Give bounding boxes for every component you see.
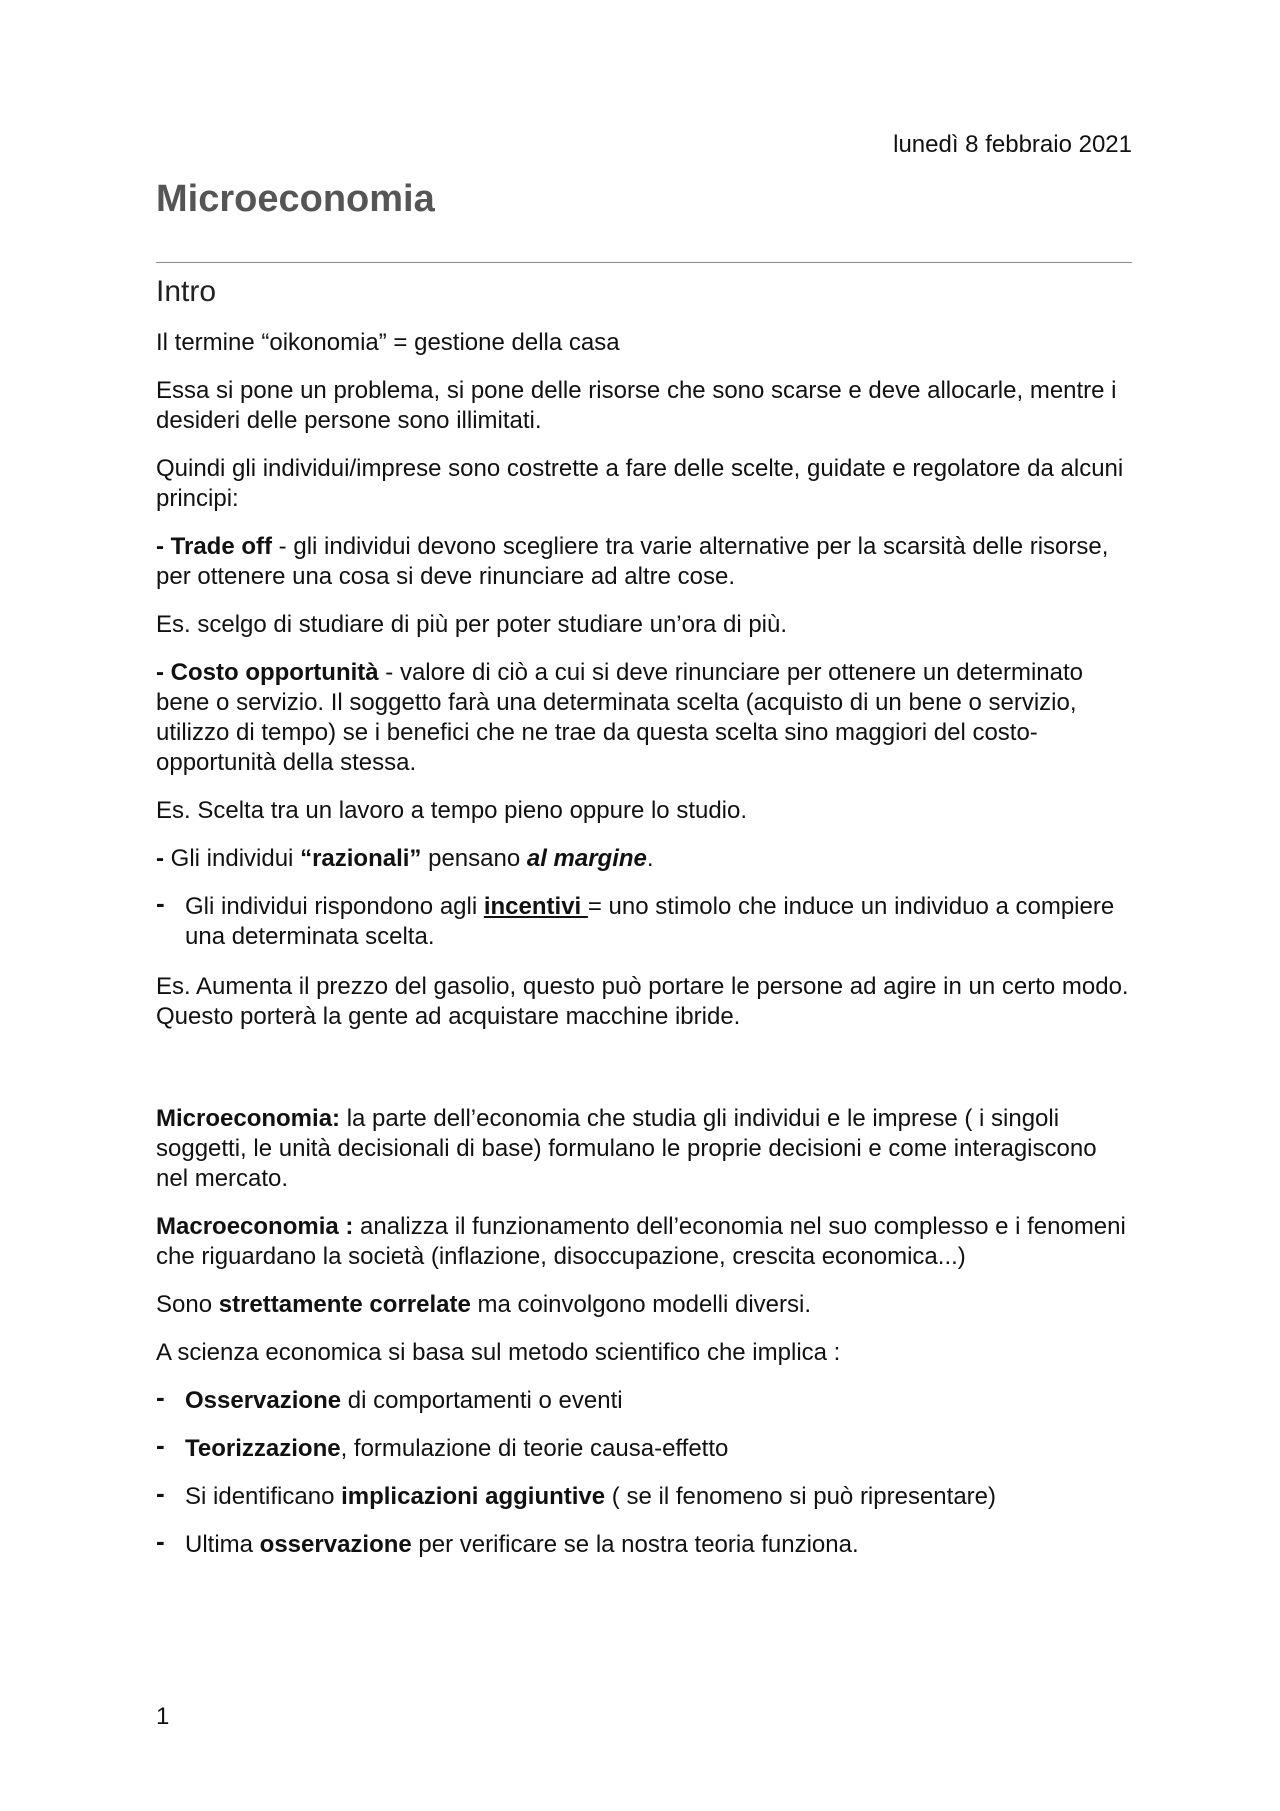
rational-dash: - (156, 845, 171, 872)
paragraph-macroeconomics (156, 1212, 1132, 1272)
paragraph-microeconomics (156, 1104, 1132, 1194)
list-dash: - (156, 1382, 165, 1412)
list-item-incentives (156, 888, 1132, 952)
list-dash: - (156, 1526, 165, 1556)
paragraph-rational (156, 844, 1132, 874)
method-item-term: implicazioni aggiuntive (341, 1483, 606, 1510)
macroeconomics-term: Macroeconomia : (156, 1213, 354, 1240)
method-item-post: ( se il fenomeno si può ripresentare) (605, 1483, 996, 1510)
method-item-post: , formulazione di teorie causa-effetto (340, 1435, 729, 1462)
opportunity-cost-definition: - valore di ciò a cui si deve rinunciare per ottenere un determinato bene o servizio. Il soggetto farà una determinata scelta (acquisto di un bene o servizio, utilizzo di tempo) se i benefici che ne trae da questa scelta sino maggiori del costo-opportunità della stessa. (156, 659, 1084, 776)
rational-intro: Gli individui (170, 845, 301, 872)
paragraph-correlated (156, 1290, 1132, 1320)
incentives-intro: Gli individui rispondono agli (185, 893, 484, 920)
list-item-method (156, 1430, 1132, 1464)
paragraph-example-fuel: Es. Aumenta il prezzo del gasolio, questo può portare le persone ad agire in un certo modo. Questo porterà la gente ad acquistare macchine ibride. (156, 973, 1129, 1030)
document-body (156, 328, 1132, 1578)
method-item-pre: Ultima (185, 1531, 260, 1558)
list-dash: - (156, 1478, 165, 1508)
correlated-term: strettamente correlate (218, 1291, 471, 1318)
paragraph-scarcity: Essa si pone un problema, si pone delle risorse che sono scarse e deve allocarle, mentre i desideri delle persone sono illimitati. (156, 377, 1117, 434)
method-item-term: osservazione (259, 1531, 412, 1558)
list-dash: - (156, 888, 165, 918)
incentives-term: incentivi (483, 893, 588, 920)
paragraph-scientific-method: A scienza economica si basa sul metodo scientifico che implica : (156, 1339, 841, 1366)
incentives-definition: = uno stimolo che induce un individuo a compiere una determinata scelta. (185, 893, 1115, 950)
correlated-post: ma coinvolgono modelli diversi. (470, 1291, 811, 1318)
document-title: Microeconomia (156, 178, 435, 220)
paragraph-choices: Quindi gli individui/imprese sono costrette a fare delle scelte, guidate e regolatore da alcuni principi: (156, 455, 1124, 512)
paragraph-opportunity-cost (156, 658, 1132, 778)
document-date: lunedì 8 febbraio 2021 (893, 131, 1132, 158)
macroeconomics-definition: analizza il funzionamento dell’economia nel suo complesso e i fenomeni che riguardano la società (inflazione, disoccupazione, crescita economica...) (156, 1213, 1126, 1270)
rational-term: “razionali” (300, 845, 422, 872)
rational-end: . (646, 845, 654, 872)
list-dash: - (156, 1430, 165, 1460)
method-item-post: per verificare se la nostra teoria funziona. (411, 1531, 859, 1558)
microeconomics-definition: la parte dell’economia che studia gli individui e le imprese ( i singoli soggetti, le unità decisionali di base) formulano le proprie decisioni e come interagiscono nel mercato. (156, 1105, 1097, 1192)
opportunity-cost-term: - Costo opportunità (156, 659, 379, 686)
method-item-term: Osservazione (185, 1387, 342, 1414)
paragraph-example-study: Es. scelgo di studiare di più per poter studiare un’ora di più. (156, 611, 788, 638)
paragraph-trade-off (156, 532, 1132, 592)
list-item-method (156, 1478, 1132, 1512)
paragraph-oikonomia: Il termine “oikonomia” = gestione della casa (156, 329, 620, 356)
method-item-term: Teorizzazione (185, 1435, 341, 1462)
section-heading: Intro (156, 275, 217, 308)
page-number: 1 (156, 1703, 170, 1730)
trade-off-term: - Trade off (156, 533, 273, 560)
list-item-method (156, 1526, 1132, 1560)
list-item-method (156, 1382, 1132, 1416)
method-item-pre: Si identificano (185, 1483, 342, 1510)
rational-mid: pensano (421, 845, 527, 872)
microeconomics-term: Microeconomia: (156, 1105, 341, 1132)
title-divider (156, 262, 1132, 263)
method-item-post: di comportamenti o eventi (341, 1387, 623, 1414)
trade-off-definition: - gli individui devono scegliere tra varie alternative per la scarsità delle risorse, per ottenere una cosa si deve rinunciare ad altre cose. (156, 533, 1109, 590)
paragraph-example-job: Es. Scelta tra un lavoro a tempo pieno oppure lo studio. (156, 797, 748, 824)
correlated-pre: Sono (156, 1291, 219, 1318)
margin-term: al margine (526, 845, 647, 872)
